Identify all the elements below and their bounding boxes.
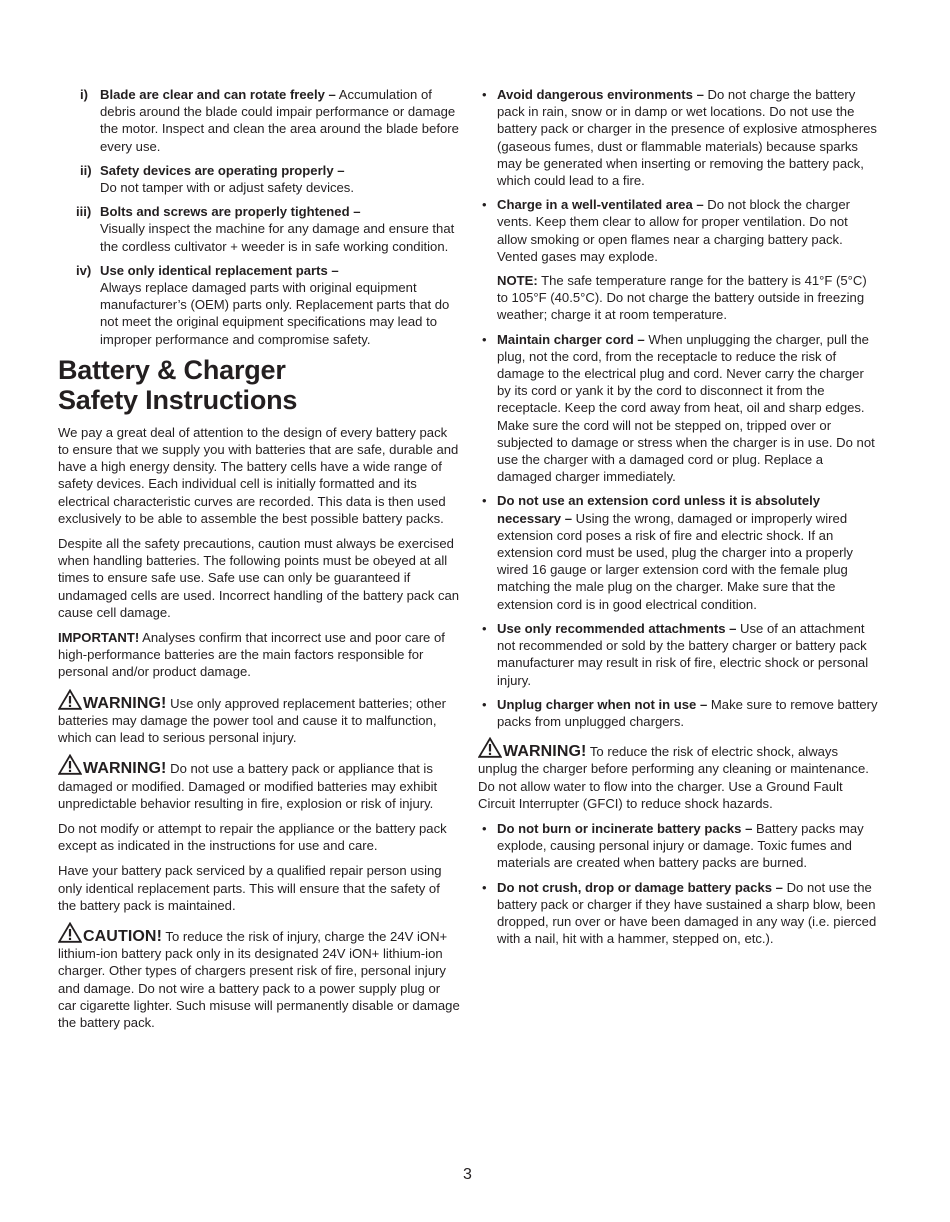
checklist-item [58, 262, 460, 348]
bullet-text: Do not charge the battery pack in rain, snow or in damp or wet locations. Do not use the battery pack or charger in the presence of explosive atmospheres (gaseous fumes, dust or flammable materials) because sparks may be generated when inserting or removing the battery pack, which could lead to a fire. [497, 87, 877, 189]
bullet-title: Maintain charger cord – [497, 331, 645, 347]
bullet-text: When unplugging the charger, pull the plug, not the cord, from the receptacle to reduce the risk of damage to the electrical plug and cord. Never carry the charger by its cord or yank it by the cord to disconnect it from the receptacle. Keep the cord away from heat, oil and sharp edges. Make sure the cord will not be stepped on, tripped over or subjected to damage or stress when the charger is in use. Do not use the charger with a damaged cord or plug. Replace a damaged charger immediately. [497, 331, 875, 485]
item-title: Bolts and screws are properly tightened – [100, 204, 361, 220]
checklist-item [58, 86, 460, 155]
important-paragraph [58, 629, 460, 681]
bullet-glyph: • [482, 87, 487, 102]
bullet-text: Make sure to remove battery packs from unplugged chargers. [497, 696, 878, 729]
bullet-item [478, 492, 880, 612]
bullet-text: Use of an attachment not recommended or sold by the battery charger or battery pack manufacturer may result in risk of fire, electric shock or personal injury. [497, 620, 869, 688]
body-paragraph: Have your battery pack serviced by a qualified repair person using only identical replacement parts. This will ensure that the safety of the battery pack is maintained. [58, 863, 442, 913]
bullet-glyph: • [482, 493, 487, 509]
item-number: i) [80, 87, 88, 102]
bullet-item [478, 331, 880, 486]
note-label: NOTE: [497, 273, 538, 289]
left-column [58, 86, 460, 1039]
heading-line-1: Battery & Charger [58, 354, 286, 385]
item-title: Use only identical replacement parts – [100, 262, 339, 278]
bullet-glyph: • [482, 331, 487, 347]
item-title: Blade are clear and can rotate freely – [100, 87, 336, 102]
warning-block [478, 737, 880, 812]
warning-text: To reduce the risk of electric shock, always unplug the charger before performing any cleaning or maintenance. Do not allow water to flow into the charger. Use a Ground Fault Circuit Interrupter (GFCI) to reduce shock hazards. [478, 744, 869, 811]
checklist-item [58, 162, 460, 196]
warning-block [58, 754, 460, 812]
bullet-glyph: • [482, 197, 487, 213]
bullet-glyph: • [482, 620, 487, 636]
bullet-item [478, 86, 880, 189]
caution-label: CAUTION! [83, 927, 163, 945]
item-number: ii) [80, 162, 92, 178]
warning-triangle-icon [58, 922, 82, 943]
warning-triangle-icon [478, 737, 502, 758]
bullet-item [478, 820, 880, 872]
bullet-glyph: • [482, 820, 487, 836]
bullet-item [478, 620, 880, 689]
bullet-text: Do not block the charger vents. Keep them clear to allow for proper ventilation. Do not allow smoking or open flames near a charging battery pack. Vented gases may explode. [497, 197, 850, 264]
bullet-glyph: • [482, 696, 487, 712]
bullet-title: Unplug charger when not in use – [497, 696, 708, 712]
heading-line-2: Safety Instructions [58, 385, 298, 416]
warning-text: Do not use a battery pack or appliance that is damaged or modified. Damaged or modified batteries may exhibit unpredictable behavior resulting in fire, explosion or risk of injury. [58, 761, 438, 811]
important-text: Analyses confirm that incorrect use and poor care of high-performance batteries are the main factors responsible for personal and/or product damage. [58, 630, 445, 680]
right-column [478, 86, 880, 954]
intro-paragraph: We pay a great deal of attention to the design of every battery pack to ensure that we supply you with batteries that are safe, durable and have a high energy density. The battery cells have a wide range of safety devices. Each individual cell is initially formatted and its electrical characteristic curves are recorded. This data is then used exclusively to be able to assemble the best possible battery packs. [58, 424, 459, 526]
bullet-text: Battery packs may explode, causing personal injury or damage. Toxic fumes and materials are created when battery packs are burned. [497, 820, 864, 871]
warning-text: Use only approved replacement batteries; other batteries may damage the power tool and cause it to malfunction, which can lead to serious personal injury. [58, 695, 446, 746]
bullet-text: Using the wrong, damaged or improperly wired extension cord poses a risk of fire and electric shock. If an extension cord must be used, plug the charger into a properly wired 16 gauge or larger extension cord with the female plug matching the male plug on the charger. Make sure that the extension cord is in good electrical condition. [497, 510, 853, 612]
bullet-item [478, 696, 880, 730]
item-text: Accumulation of debris around the blade could impair performance or damage the motor. Inspect and clean the area around the blade before every use. [100, 87, 459, 154]
item-text: Visually inspect the machine for any damage and ensure that the cordless cultivator + weeder is in safe working condition. [100, 221, 455, 254]
bullet-item [478, 879, 880, 948]
important-label: IMPORTANT! [58, 630, 140, 646]
intro-paragraph: Despite all the safety precautions, caution must always be exercised when handling batteries. The following points must be obeyed at all times to ensure safe use. Safe use can only be guaranteed if undamaged cells are used. Incorrect handling of the battery pack can cause cell damage. [58, 536, 460, 620]
section-heading [58, 355, 460, 416]
bullet-title: Do not crush, drop or damage battery packs – [497, 879, 783, 895]
checklist-item [58, 203, 460, 255]
note-paragraph [478, 272, 880, 324]
page-number: 3 [463, 1166, 472, 1183]
bullet-title: Avoid dangerous environments – [497, 87, 704, 102]
item-number: iii) [76, 204, 92, 220]
item-title: Safety devices are operating properly – [100, 162, 345, 178]
bullet-title: Do not use an extension cord unless it is absolutely necessary – [497, 493, 821, 526]
bullet-title: Use only recommended attachments – [497, 620, 737, 636]
item-text: Always replace damaged parts with original equipment manufacturer’s (OEM) parts only. Replacement parts that do not meet the original equipment specifications may lead to improper performance and compromise safety. [100, 280, 450, 347]
warning-triangle-icon [58, 689, 82, 710]
note-text: The safe temperature range for the battery is 41°F (5°C) to 105°F (40.5°C). Do not charge the battery outside in freezing weather; charge it at room temperature. [497, 273, 867, 323]
bullet-text: Do not use the battery pack or charger if they have sustained a sharp blow, been dropped, run over or have been damaged in any way (i.e. pierced with a nail, hit with a hammer, stepped on, etc.). [497, 879, 877, 947]
item-text: Do not tamper with or adjust safety devices. [100, 180, 354, 196]
warning-label: WARNING! [503, 743, 587, 761]
caution-text: To reduce the risk of injury, charge the 24V iON+ lithium-ion battery pack only in its designated 24V iON+ lithium-ion charger. Other types of chargers present risk of fire, personal injury and damage. Do not wire a battery pack to a power supply plug or car cigarette lighter. Such misuse will permanently disable or damage the battery pack. [58, 928, 460, 1030]
bullet-title: Do not burn or incinerate battery packs – [497, 820, 753, 836]
warning-triangle-icon [58, 754, 82, 775]
bullet-glyph: • [482, 879, 487, 895]
bullet-item [478, 196, 880, 265]
body-paragraph: Do not modify or attempt to repair the appliance or the battery pack except as indicated in the instructions for use and care. [58, 820, 447, 854]
warning-label: WARNING! [83, 694, 167, 712]
warning-block [58, 689, 460, 747]
item-number: iv) [76, 262, 92, 278]
bullet-title: Charge in a well-ventilated area – [497, 197, 704, 213]
caution-block [58, 922, 460, 1031]
warning-label: WARNING! [83, 760, 167, 778]
